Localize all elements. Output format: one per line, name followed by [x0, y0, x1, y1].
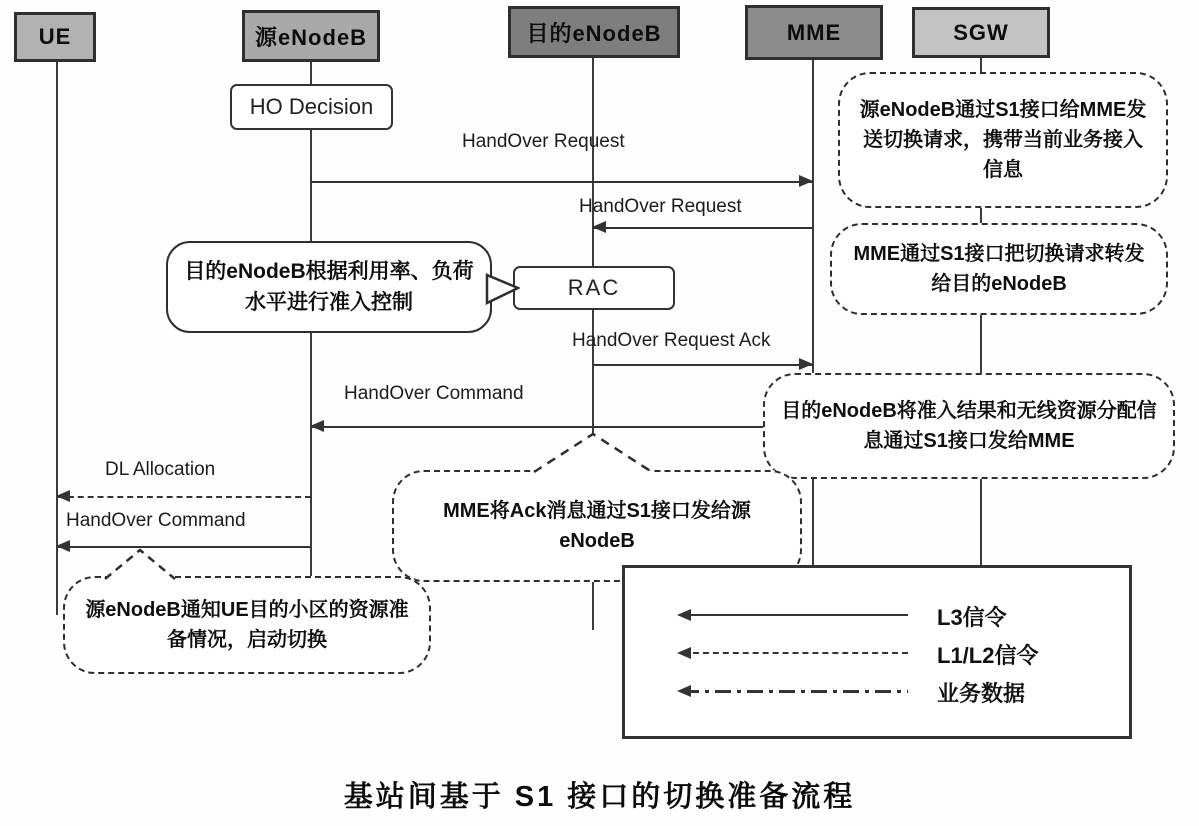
msg1-arrowhead-right-icon [799, 175, 813, 187]
msg3-arrowhead-right-icon [799, 358, 813, 370]
legend-label-l1l2: L1/L2信令 [937, 643, 1039, 668]
lifeline-ue [56, 62, 58, 615]
ho-decision-box: HO Decision [230, 84, 393, 130]
legend-solid-line [683, 614, 908, 616]
msg3-label: HandOver Request Ack [572, 330, 771, 351]
legend-box [622, 565, 1132, 739]
callout-s1-handover-request: 源eNodeB通过S1接口给MME发送切换请求，携带当前业务接入信息 [838, 72, 1168, 208]
msg1-line [311, 181, 813, 183]
msg3-line [593, 364, 813, 366]
actor-ue: UE [14, 12, 96, 62]
actor-source-enodeb: 源eNodeB [242, 10, 380, 62]
msg6-label: HandOver Command [66, 510, 246, 531]
msg6-arrowhead-left-icon [56, 540, 70, 552]
callout-c-tail-icon [484, 268, 520, 308]
legend-dashed-arrowhead-icon [677, 647, 691, 659]
msg5-arrowhead-left-icon [56, 490, 70, 502]
msg2-line [593, 227, 813, 229]
msg2-arrowhead-left-icon [592, 221, 606, 233]
legend-dashdot-line [683, 690, 908, 693]
msg5-label: DL Allocation [105, 459, 216, 480]
msg6-line [58, 546, 311, 548]
callout-admission-result: 目的eNodeB将准入结果和无线资源分配信息通过S1接口发给MME [763, 373, 1175, 479]
legend-solid-arrowhead-icon [677, 609, 691, 621]
msg1-label: HandOver Request [462, 131, 625, 152]
lifeline-mme [812, 60, 814, 566]
actor-target-enodeb: 目的eNodeB [508, 6, 680, 58]
msg5-line [58, 496, 311, 498]
callout-mme-forward-request: MME通过S1接口把切换请求转发给目的eNodeB [830, 223, 1168, 315]
actor-sgw: SGW [912, 7, 1050, 58]
actor-mme: MME [745, 5, 883, 60]
rac-box: RAC [513, 266, 675, 310]
figure-caption: 基站间基于 S1 接口的切换准备流程 [343, 781, 856, 813]
callout-f-tail-icon [100, 545, 180, 581]
msg2-label: HandOver Request [579, 196, 742, 217]
legend-label-data: 业务数据 [937, 681, 1026, 706]
legend-dashdot-arrowhead-icon [677, 685, 691, 697]
legend-dashed-line [683, 652, 908, 654]
msg4-label: HandOver Command [344, 383, 524, 404]
legend-label-l3: L3信令 [937, 605, 1007, 630]
msg4-arrowhead-left-icon [310, 420, 324, 432]
callout-mme-ack-forward: MME将Ack消息通过S1接口发给源eNodeB [392, 470, 802, 582]
callout-e-tail-icon [528, 428, 658, 474]
callout-notify-ue: 源eNodeB通知UE目的小区的资源准备情况，启动切换 [63, 576, 431, 674]
callout-admission-control: 目的eNodeB根据利用率、负荷水平进行准入控制 [166, 241, 492, 333]
